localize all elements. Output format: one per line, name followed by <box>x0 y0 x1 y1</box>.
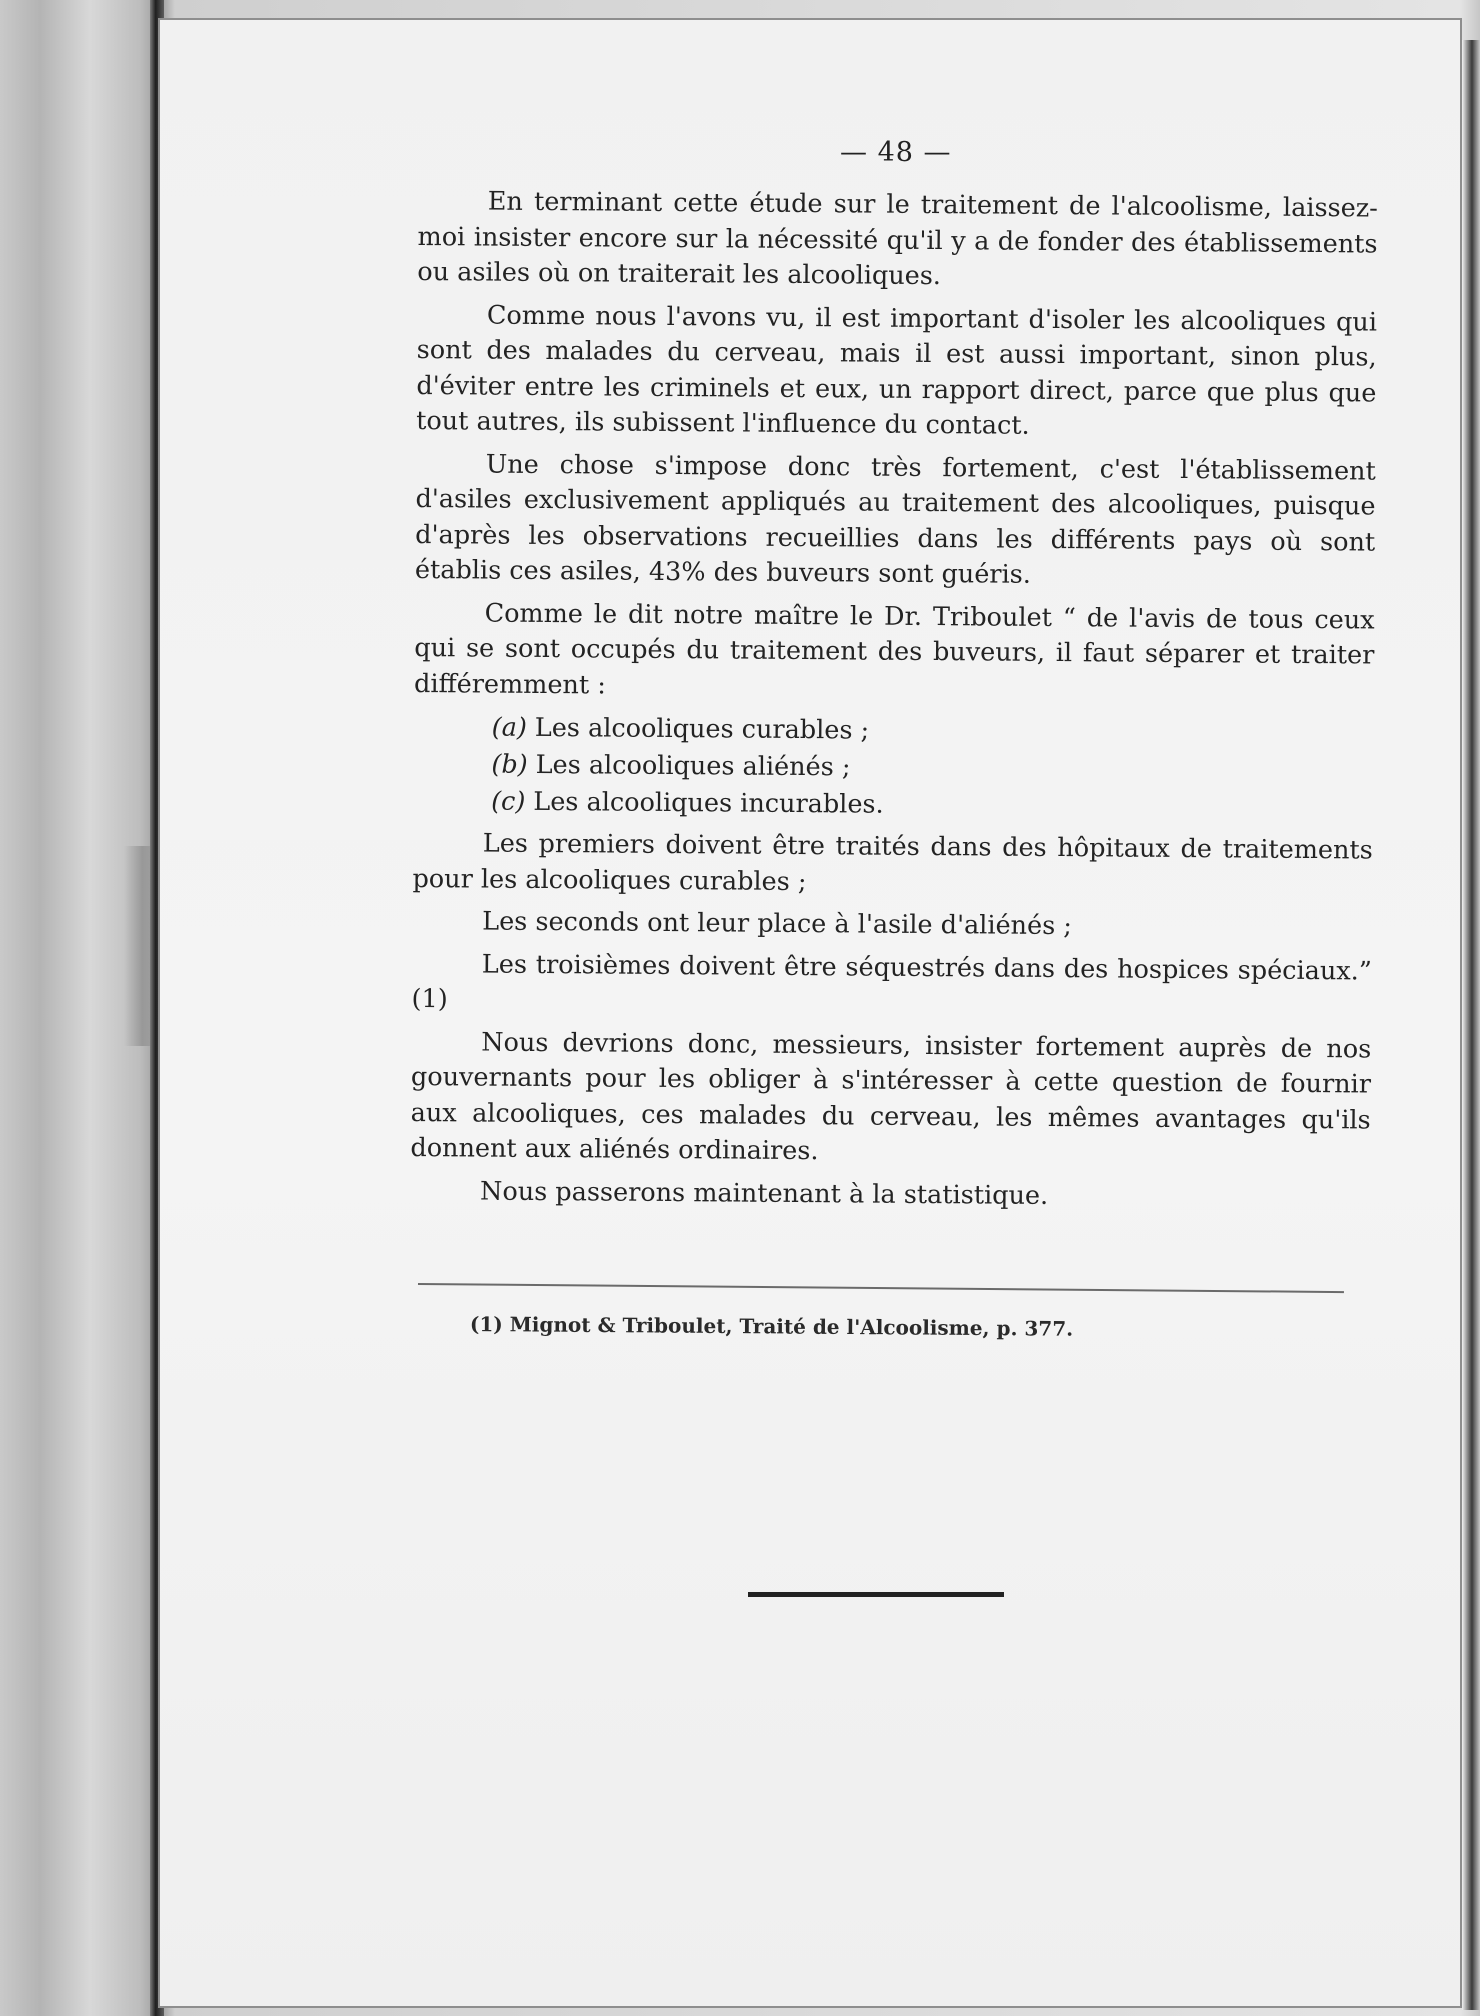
paragraph-7: Les troisièmes doivent être séquestrés dans des hospices spéciaux.” (1) <box>411 949 1372 1015</box>
list-item-text: Les alcooliques incurables. <box>533 786 884 820</box>
page-number: — 48 — <box>840 137 952 168</box>
list-marker: (b) <box>491 749 528 780</box>
paragraph-9: Nous passerons maintenant à la statistique. <box>479 1176 1049 1211</box>
list-item-text: Les alcooliques curables ; <box>534 712 870 746</box>
paragraph-2: Comme nous l'avons vu, il est important d'isoler les alcooliques qui sont des malades du cerveau, mais il est aussi important, sinon plus, d'éviter entre les criminels et eux, un rapport direct, parce que plus que tout autres, ils subissent l'influence du contact. <box>416 300 1378 441</box>
paragraph-5: Les premiers doivent être traités dans des hôpitaux de traitements pour les alcooliques curables ; <box>412 828 1373 897</box>
paragraph-3: Une chose s'impose donc très fortement, c'est l'établissement d'asiles exclusivement appliqués au traitement des alcooliques, puisque d'après les observations recueillies dans les différents pays où sont établis ces asiles, 43% des buveurs sont guéris. <box>414 449 1376 590</box>
paragraph-6: Les seconds ont leur place à l'asile d'aliénés ; <box>482 906 1073 942</box>
list-item-text: Les alcooliques aliénés ; <box>535 749 851 783</box>
list-marker: (c) <box>491 786 526 817</box>
list-item <box>413 783 1373 828</box>
paragraph-4: Comme le dit notre maître le Dr. Triboulet “ de l'avis de tous ceux qui se sont occupés du traitement des buveurs, il faut séparer et traiter différemment : <box>413 598 1375 700</box>
chapter-end-rule <box>748 1592 1004 1597</box>
page-right-edge <box>1462 40 1480 2010</box>
list-marker: (a) <box>491 712 527 743</box>
footnote: (1) Mignot & Triboulet, Traité de l'Alcoolisme, p. 377. <box>469 1312 1074 1341</box>
body-text <box>410 184 1378 1224</box>
enumerated-list <box>413 709 1374 828</box>
paragraph-1: En terminant cette étude sur le traitement de l'alcoolisme, laissez-moi insister encore sur la nécessité qu'il y a de fonder des établissements ou asiles où on traiterait les alcooliques. <box>417 186 1378 292</box>
paragraph-8: Nous devrions donc, messieurs, insister fortement auprès de nos gouvernants pour les obliger à s'intéresser à cette question de fournir aux alcooliques, ces malades du cerveau, les mêmes avantages qu'ils donnent aux aliénés ordinaires. <box>410 1027 1372 1167</box>
